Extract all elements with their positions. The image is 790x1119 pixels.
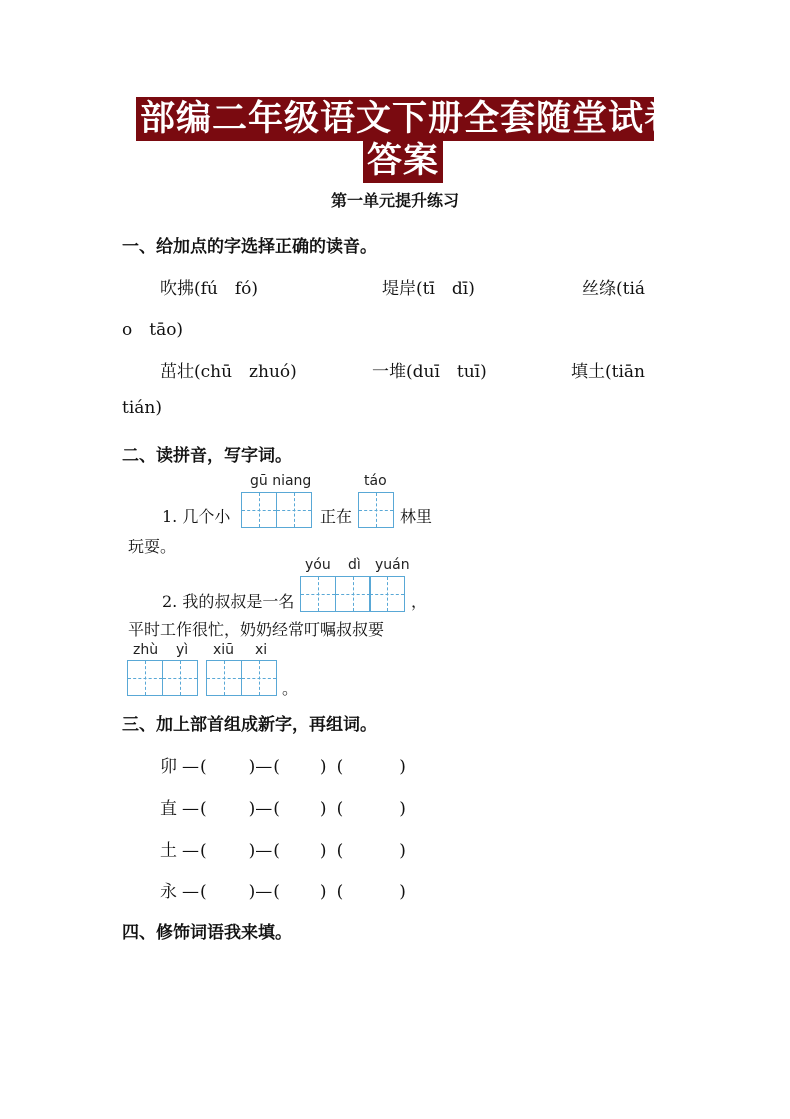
paren-close: ): [319, 757, 327, 777]
document-title-line-2: 答案: [363, 139, 443, 183]
writing-cell[interactable]: [276, 492, 312, 528]
base-char: 土: [160, 841, 177, 861]
document-title-line-1: 部编二年级语文下册全套随堂试卷及: [136, 97, 654, 141]
answer-grid-xiuxi[interactable]: [206, 660, 275, 696]
paren-close: ): [319, 841, 327, 861]
q2-text-3: 平时工作很忙，奶奶经常叮嘱叔叔要: [128, 620, 385, 639]
paren-open: (: [273, 882, 280, 902]
compose-row-2: [160, 794, 406, 819]
paren-close: ): [248, 841, 256, 861]
pinyin-yi: yì: [176, 642, 189, 658]
s1-item-chuifu: 吹拂(fú fó): [160, 279, 259, 299]
paren-open: (: [336, 799, 344, 819]
writing-cell[interactable]: [206, 660, 242, 696]
dash: —: [255, 841, 273, 861]
dash: —: [255, 799, 273, 819]
paren-open: (: [336, 882, 344, 902]
q2-text-4: 。: [282, 679, 299, 698]
paren-close: ): [248, 799, 256, 819]
base-char: 卯: [160, 757, 177, 777]
s1-item-tiantu: 填土(tiān: [571, 362, 645, 382]
paren-close: ): [248, 757, 256, 777]
paren-open: (: [273, 841, 280, 861]
pinyin-guniang: gū niang: [250, 473, 312, 489]
section-4-heading: 四、修饰词语我来填。: [122, 923, 292, 943]
pinyin-di: dì: [348, 557, 361, 573]
q1-text-3: 林里: [400, 507, 433, 526]
base-char: 永: [160, 882, 177, 902]
s1-item-sitao: 丝绦(tiá: [582, 279, 646, 299]
paren-open: (: [200, 841, 207, 861]
paren-open: (: [200, 882, 207, 902]
s1-item-yidui: 一堆(duī tuī): [372, 362, 487, 382]
s1-item-dian: 堤岸(tī dī): [382, 279, 475, 299]
answer-grid-guniang[interactable]: [241, 492, 310, 528]
s1-item-zhuozhuang: 茁壮(chū zhuó): [160, 362, 297, 382]
paren-open: (: [336, 841, 344, 861]
s1-item-tiantu-cont: tián): [122, 398, 162, 418]
dash: —: [182, 757, 199, 777]
writing-cell[interactable]: [162, 660, 198, 696]
paren-close: ): [399, 799, 406, 819]
paren-close: ): [399, 841, 406, 861]
section-2-heading: 二、读拼音，写字词。: [122, 446, 292, 466]
q2-text-2: ，: [411, 592, 428, 611]
s1-item-sitao-cont: o tāo): [122, 320, 184, 340]
compose-row-1: [160, 752, 406, 777]
answer-grid-zhuyi[interactable]: [127, 660, 196, 696]
paren-close: ): [319, 799, 327, 819]
paren-open: (: [336, 757, 344, 777]
writing-cell[interactable]: [300, 576, 336, 612]
writing-cell[interactable]: [358, 492, 394, 528]
compose-row-3: [160, 836, 406, 861]
pinyin-zhu: zhù: [133, 642, 159, 658]
q1-text-4: 玩耍。: [128, 537, 177, 556]
paren-close: ): [399, 757, 406, 777]
writing-cell[interactable]: [241, 660, 277, 696]
paren-close: ): [319, 882, 327, 902]
answer-grid-tao[interactable]: [358, 492, 393, 528]
dash: —: [182, 799, 199, 819]
paren-open: (: [273, 799, 280, 819]
pinyin-xi: xi: [255, 642, 268, 658]
paren-close: ): [248, 882, 256, 902]
dash: —: [182, 841, 199, 861]
compose-row-4: [160, 877, 406, 902]
section-3-heading: 三、加上部首组成新字，再组词。: [122, 715, 377, 735]
pinyin-you: yóu: [305, 557, 331, 573]
writing-cell[interactable]: [369, 576, 405, 612]
section-1-heading: 一、给加点的字选择正确的读音。: [122, 237, 377, 257]
writing-cell[interactable]: [335, 576, 371, 612]
writing-cell[interactable]: [127, 660, 163, 696]
unit-subtitle: 第一单元提升练习: [330, 191, 459, 210]
base-char: 直: [160, 799, 177, 819]
pinyin-tao: táo: [364, 473, 387, 489]
q1-text-2: 正在: [320, 507, 353, 526]
paren-open: (: [200, 799, 207, 819]
q2-text-1: 2. 我的叔叔是一名: [162, 592, 295, 611]
answer-grid-youdiyuan[interactable]: [300, 576, 404, 612]
pinyin-xiu: xiū: [213, 642, 235, 658]
paren-open: (: [273, 757, 280, 777]
dash: —: [255, 757, 273, 777]
paren-close: ): [399, 882, 406, 902]
dash: —: [182, 882, 199, 902]
dash: —: [255, 882, 273, 902]
paren-open: (: [200, 757, 207, 777]
writing-cell[interactable]: [241, 492, 277, 528]
q1-text-1: 1. 几个小: [162, 507, 231, 526]
pinyin-yuan: yuán: [375, 557, 410, 573]
